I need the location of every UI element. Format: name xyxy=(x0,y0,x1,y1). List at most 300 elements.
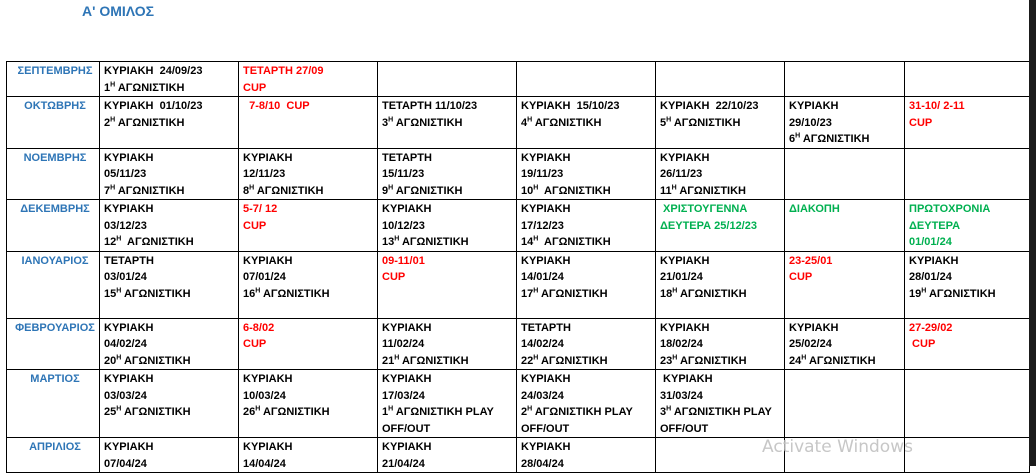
cell-text-rest: ΑΓΩΝΙΣΤΙΚΗ xyxy=(121,287,191,300)
window-edge xyxy=(1029,0,1036,466)
cell-line xyxy=(660,336,784,353)
cell-line xyxy=(909,269,1029,286)
cell-line xyxy=(104,218,238,235)
cell-text: 26/11/23 xyxy=(660,168,703,180)
cell-line xyxy=(243,388,377,405)
schedule-cell xyxy=(656,251,785,318)
cell-line xyxy=(104,404,238,421)
table-row xyxy=(7,318,1030,370)
ordinal-suffix: Η xyxy=(116,286,122,294)
cell-text: CUP xyxy=(382,271,406,283)
cell-line xyxy=(521,218,655,235)
cell-text: 12 xyxy=(104,236,117,248)
cell-line xyxy=(243,166,377,183)
cell-text: 24/03/24 xyxy=(521,389,564,402)
cell-line xyxy=(660,404,784,421)
schedule-cell xyxy=(656,370,785,438)
ordinal-suffix: Η xyxy=(671,183,677,191)
schedule-cell xyxy=(100,97,239,149)
cell-text: OFF/OUT xyxy=(382,422,431,435)
ordinal-suffix: Η xyxy=(388,115,394,123)
cell-text: ΚΥΡΙΑΚΗ xyxy=(243,373,293,385)
cell-text: 09-11/01 xyxy=(382,254,425,267)
cell-line xyxy=(521,234,655,251)
cell-text: 11 xyxy=(660,184,672,197)
ordinal-suffix: Η xyxy=(666,405,672,413)
cell-line xyxy=(521,183,655,200)
ordinal-suffix: Η xyxy=(255,405,261,413)
cell-text: 10 xyxy=(521,184,534,197)
cell-text: ΚΥΡΙΑΚΗ xyxy=(382,373,432,385)
ordinal-suffix: Η xyxy=(249,183,255,191)
cell-text: ΚΥΡΙΑΚΗ xyxy=(909,254,959,267)
cell-text-rest: ΑΓΩΝΙΣΤΙΚΗ xyxy=(393,184,463,197)
cell-line xyxy=(521,336,655,353)
cell-line xyxy=(521,439,655,456)
cell-line xyxy=(382,183,516,200)
month-cell: ΟΚΤΩΒΡΗΣ xyxy=(7,97,100,149)
cell-line xyxy=(382,201,516,218)
cell-text-rest: ΑΓΩΝΙΣΤΙΚΗ xyxy=(538,184,611,197)
schedule-cell xyxy=(785,251,905,318)
cell-line xyxy=(660,320,784,337)
cell-text: 31/03/24 xyxy=(660,389,703,402)
ordinal-suffix: Η xyxy=(921,286,927,294)
cell-line xyxy=(104,115,238,132)
cell-text: ΤΕΤΑΡΤΗ 27/09 xyxy=(243,65,324,77)
cell-line xyxy=(521,269,655,286)
cell-line xyxy=(104,98,238,115)
cell-line xyxy=(521,253,655,270)
schedule-cell xyxy=(785,97,905,149)
cell-line xyxy=(382,166,516,183)
page-title: Α' ΟΜΙΛΟΣ xyxy=(82,3,155,19)
cell-line xyxy=(104,201,238,218)
schedule-cell xyxy=(239,251,378,318)
cell-text: 3 xyxy=(382,116,389,129)
cell-line xyxy=(521,286,655,303)
cell-line xyxy=(521,404,655,421)
cell-text-rest: ΑΓΩΝΙΣΤΙΚΗ xyxy=(538,236,611,248)
cell-line xyxy=(243,80,377,97)
cell-line xyxy=(789,131,904,148)
cell-text: 21 xyxy=(382,354,395,367)
cell-line xyxy=(243,336,377,353)
month-cell: ΑΠΡΙΛΙΟΣ xyxy=(7,438,100,473)
cell-text: OFF/OUT xyxy=(521,422,570,435)
cell-line xyxy=(521,115,655,132)
cell-line xyxy=(521,371,655,388)
cell-text: ΚΥΡΙΑΚΗ xyxy=(789,100,839,112)
schedule-cell xyxy=(656,318,785,370)
ordinal-suffix: Η xyxy=(110,115,116,123)
month-cell: ΣΕΠΤΕΜΒΡΗΣ xyxy=(7,62,100,97)
ordinal-suffix: Η xyxy=(666,115,672,123)
cell-line xyxy=(243,439,377,456)
cell-text-rest: ΑΓΩΝΙΣΤΙΚΗ xyxy=(926,287,996,300)
cell-text: ΚΥΡΙΑΚΗ xyxy=(243,151,293,164)
cell-text: ΚΥΡΙΑΚΗ xyxy=(104,441,154,453)
cell-line xyxy=(243,63,377,80)
schedule-cell xyxy=(239,200,378,252)
cell-text-rest: ΑΓΩΝΙΣΤΙΚΗ xyxy=(121,354,191,367)
cell-text: 01/01/24 xyxy=(909,236,952,248)
cell-line xyxy=(660,115,784,132)
cell-text: 15/11/23 xyxy=(382,168,425,180)
cell-line xyxy=(104,353,238,370)
schedule-cell xyxy=(517,318,656,370)
schedule-cell xyxy=(239,62,378,97)
cell-text: 18/02/24 xyxy=(660,338,703,350)
cell-text: 4 xyxy=(521,116,528,129)
ordinal-suffix: Η xyxy=(672,353,678,361)
cell-text: 23-25/01 xyxy=(789,254,833,267)
cell-text-rest: ΑΓΩΝΙΣΤΙΚΗ xyxy=(677,354,747,367)
cell-line xyxy=(789,201,904,218)
cell-line xyxy=(660,166,784,183)
schedule-cell xyxy=(239,148,378,200)
cell-line xyxy=(382,269,516,286)
cell-text: 14/01/24 xyxy=(521,271,564,283)
cell-text: CUP xyxy=(909,116,933,129)
cell-text: ΚΥΡΙΑΚΗ xyxy=(789,321,839,334)
cell-line xyxy=(521,421,655,438)
cell-text-rest: ΑΓΩΝΙΣΤΙΚΗ xyxy=(806,354,876,367)
schedule-cell xyxy=(656,62,785,97)
cell-text: ΠΡΩΤΟΧΡΟΝΙΑ xyxy=(909,203,991,215)
cell-line xyxy=(243,269,377,286)
cell-line xyxy=(521,98,655,115)
cell-text-rest: ΑΓΩΝΙΣΤΙΚΗ xyxy=(676,184,746,197)
schedule-cell xyxy=(656,97,785,149)
cell-text: 04/02/24 xyxy=(104,338,147,350)
cell-line xyxy=(382,115,516,132)
schedule-cell xyxy=(656,200,785,252)
cell-line xyxy=(660,253,784,270)
cell-text: 21/04/24 xyxy=(382,457,425,470)
cell-text: 07/04/24 xyxy=(104,457,147,470)
cell-text-rest: ΑΓΩΝΙΣΤΙΚΗ xyxy=(399,236,469,248)
schedule-cell xyxy=(378,200,517,252)
cell-line xyxy=(104,371,238,388)
cell-text: 27-29/02 xyxy=(909,321,953,334)
schedule-cell xyxy=(905,62,1030,97)
cell-text: ΤΕΤΑΡΤΗ xyxy=(521,321,571,334)
cell-text: 21/01/24 xyxy=(660,271,703,283)
cell-line xyxy=(660,286,784,303)
cell-text: 24 xyxy=(789,354,802,367)
cell-text: ΔΙΑΚΟΠΗ xyxy=(789,203,840,215)
cell-line xyxy=(382,98,516,115)
cell-text-rest: ΑΓΩΝΙΣΤΙΚΗ xyxy=(121,406,191,418)
cell-line xyxy=(243,404,377,421)
cell-text: ΚΥΡΙΑΚΗ xyxy=(660,321,710,334)
ordinal-suffix: Η xyxy=(527,405,533,413)
cell-text: 19/11/23 xyxy=(521,168,564,180)
cell-text: 10/12/23 xyxy=(382,219,425,232)
ordinal-suffix: Η xyxy=(394,235,400,243)
cell-text-rest: ΑΓΩΝΙΣΤΙΚΗ xyxy=(671,116,741,129)
cell-text: 17/12/23 xyxy=(521,219,564,232)
ordinal-suffix: Η xyxy=(116,235,122,243)
schedule-cell xyxy=(785,148,905,200)
cell-text-rest: ΑΓΩΝΙΣΤΙΚΗ PLAY xyxy=(532,406,633,418)
cell-line xyxy=(382,218,516,235)
cell-text-rest: ΑΓΩΝΙΣΤΙΚΗ xyxy=(260,406,330,418)
ordinal-suffix: Η xyxy=(116,353,122,361)
cell-text: ΚΥΡΙΑΚΗ xyxy=(382,441,432,453)
cell-line xyxy=(243,253,377,270)
schedule-cell xyxy=(100,200,239,252)
schedule-cell xyxy=(378,370,517,438)
table-row xyxy=(7,200,1030,252)
cell-line xyxy=(909,98,1029,115)
schedule-cell xyxy=(905,318,1030,370)
schedule-cell xyxy=(785,370,905,438)
cell-line xyxy=(243,201,377,218)
cell-line xyxy=(660,388,784,405)
table-row xyxy=(7,62,1030,97)
table-row xyxy=(7,251,1030,318)
schedule-cell xyxy=(239,370,378,438)
schedule-cell xyxy=(656,148,785,200)
cell-text: ΚΥΡΙΑΚΗ 22/10/23 xyxy=(660,100,759,112)
cell-text: 2 xyxy=(521,406,528,418)
cell-text: ΔΕΥΤΕΡΑ 25/12/23 xyxy=(660,219,757,232)
ordinal-suffix: Η xyxy=(394,353,400,361)
cell-line xyxy=(660,421,784,438)
cell-text: 25/02/24 xyxy=(789,338,832,350)
cell-text: 13 xyxy=(382,236,395,248)
schedule-cell xyxy=(517,62,656,97)
schedule-cell xyxy=(905,370,1030,438)
cell-line xyxy=(521,166,655,183)
cell-text: ΚΥΡΙΑΚΗ xyxy=(104,151,154,164)
cell-text: 1 xyxy=(382,406,389,418)
cell-text-rest: ΑΓΩΝΙΣΤΙΚΗ xyxy=(538,354,608,367)
cell-text: 1 xyxy=(104,81,111,94)
ordinal-suffix: Η xyxy=(533,183,539,191)
schedule-cell xyxy=(239,318,378,370)
cell-text: 22 xyxy=(521,354,534,367)
month-cell: ΝΟΕΜΒΡΗΣ xyxy=(7,148,100,200)
cell-line xyxy=(909,336,1029,353)
cell-text-rest: ΑΓΩΝΙΣΤΙΚΗ xyxy=(532,116,602,129)
cell-text: 31-10/ 2-11 xyxy=(909,100,965,112)
cell-text-rest: ΑΓΩΝΙΣΤΙΚΗ xyxy=(115,116,185,129)
cell-text-rest: ΑΓΩΝΙΣΤΙΚΗ xyxy=(800,133,870,145)
schedule-cell xyxy=(378,62,517,97)
cell-line xyxy=(243,183,377,200)
cell-line xyxy=(789,253,904,270)
cell-text: 19 xyxy=(909,287,922,300)
cell-text: ΚΥΡΙΑΚΗ xyxy=(660,151,710,164)
schedule-cell xyxy=(905,251,1030,318)
table-row xyxy=(7,370,1030,438)
cell-line xyxy=(243,150,377,167)
cell-line xyxy=(382,320,516,337)
cell-line xyxy=(104,336,238,353)
cell-text: 15 xyxy=(104,287,117,300)
month-cell: ΜΑΡΤΙΟΣ xyxy=(7,370,100,438)
cell-text: ΚΥΡΙΑΚΗ xyxy=(104,373,154,385)
cell-text: 2 xyxy=(104,116,111,129)
cell-line xyxy=(909,218,1029,235)
schedule-cell xyxy=(905,200,1030,252)
cell-line xyxy=(104,320,238,337)
cell-text: 23 xyxy=(660,354,673,367)
cell-line xyxy=(382,371,516,388)
cell-line xyxy=(789,98,904,115)
cell-line xyxy=(104,269,238,286)
schedule-cell xyxy=(517,251,656,318)
cell-text: 28/01/24 xyxy=(909,271,952,283)
cell-text-rest: ΑΓΩΝΙΣΤΙΚΗ xyxy=(393,116,463,129)
schedule-cell xyxy=(100,370,239,438)
cell-text: ΚΥΡΙΑΚΗ xyxy=(521,254,571,267)
cell-text: ΔΕΥΤΕΡΑ xyxy=(909,219,961,232)
ordinal-suffix: Η xyxy=(533,286,539,294)
cell-line xyxy=(660,353,784,370)
cell-text: CUP xyxy=(909,338,936,350)
cell-line xyxy=(104,166,238,183)
cell-text: ΚΥΡΙΑΚΗ xyxy=(243,254,293,267)
cell-line xyxy=(521,388,655,405)
cell-text: 5 xyxy=(660,116,667,129)
table-row xyxy=(7,148,1030,200)
cell-line xyxy=(909,286,1029,303)
cell-text: 6 xyxy=(789,133,796,145)
month-cell: ΔΕΚΕΜΒΡΗΣ xyxy=(7,200,100,252)
schedule-cell xyxy=(100,251,239,318)
cell-text: ΧΡΙΣΤΟΥΓΕΝΝΑ xyxy=(660,203,748,215)
cell-line xyxy=(521,150,655,167)
schedule-cell xyxy=(378,97,517,149)
schedule-cell xyxy=(100,318,239,370)
month-cell: ΙΑΝΟΥΑΡΙΟΣ xyxy=(7,251,100,318)
cell-text: 03/03/24 xyxy=(104,389,147,402)
cell-line xyxy=(789,353,904,370)
cell-line xyxy=(382,388,516,405)
ordinal-suffix: Η xyxy=(388,405,394,413)
cell-text: 7 xyxy=(104,184,111,197)
cell-text: 20 xyxy=(104,354,117,367)
cell-line xyxy=(909,234,1029,251)
cell-line xyxy=(909,201,1029,218)
cell-line xyxy=(104,150,238,167)
cell-line xyxy=(243,371,377,388)
cell-text-rest: ΑΓΩΝΙΣΤΙΚΗ xyxy=(121,236,194,248)
cell-line xyxy=(521,320,655,337)
cell-text: 9 xyxy=(382,184,389,197)
cell-text: 16 xyxy=(243,287,256,300)
cell-line xyxy=(789,269,904,286)
cell-line xyxy=(660,269,784,286)
schedule-cell xyxy=(100,438,239,473)
cell-line xyxy=(521,353,655,370)
schedule-cell xyxy=(239,438,378,473)
cell-text: ΚΥΡΙΑΚΗ 15/10/23 xyxy=(521,100,620,112)
cell-text-rest: ΑΓΩΝΙΣΤΙΚΗ xyxy=(260,287,330,300)
schedule-cell xyxy=(905,438,1030,473)
cell-text: 26 xyxy=(243,406,256,418)
ordinal-suffix: Η xyxy=(801,353,807,361)
ordinal-suffix: Η xyxy=(110,80,116,88)
cell-text: 10/03/24 xyxy=(243,389,286,402)
cell-line xyxy=(243,98,377,115)
cell-text-rest: ΑΓΩΝΙΣΤΙΚΗ PLAY xyxy=(671,406,772,418)
cell-line xyxy=(243,320,377,337)
activate-windows-watermark: Activate Windows xyxy=(762,437,913,457)
schedule-cell xyxy=(100,62,239,97)
cell-text: 14/04/24 xyxy=(243,457,286,470)
cell-text: 18 xyxy=(660,287,673,300)
cell-text: 11/02/24 xyxy=(382,338,425,350)
cell-line xyxy=(104,63,238,80)
cell-line xyxy=(382,253,516,270)
cell-line xyxy=(660,371,784,388)
cell-text: ΚΥΡΙΑΚΗ xyxy=(521,373,571,385)
cell-text: ΚΥΡΙΑΚΗ xyxy=(382,203,432,215)
schedule-cell xyxy=(378,148,517,200)
cell-text: 14/02/24 xyxy=(521,338,564,350)
cell-text-rest: ΑΓΩΝΙΣΤΙΚΗ PLAY xyxy=(393,406,494,418)
ordinal-suffix: Η xyxy=(795,132,801,140)
cell-line xyxy=(521,201,655,218)
cell-text: OFF/OUT xyxy=(660,422,709,435)
cell-text: ΚΥΡΙΑΚΗ 24/09/23 xyxy=(104,65,203,77)
cell-text: ΚΥΡΙΑΚΗ 01/10/23 xyxy=(104,100,203,112)
cell-line xyxy=(104,439,238,456)
schedule-cell xyxy=(785,62,905,97)
cell-text: 7-8/10 CUP xyxy=(243,100,310,112)
schedule-cell xyxy=(517,97,656,149)
ordinal-suffix: Η xyxy=(255,286,261,294)
ordinal-suffix: Η xyxy=(672,286,678,294)
cell-line xyxy=(660,183,784,200)
cell-text: 03/01/24 xyxy=(104,271,147,283)
cell-line xyxy=(104,183,238,200)
cell-text-rest: ΑΓΩΝΙΣΤΙΚΗ xyxy=(254,184,324,197)
cell-line xyxy=(660,98,784,115)
schedule-table xyxy=(6,61,1030,473)
cell-text-rest: ΑΓΩΝΙΣΤΙΚΗ xyxy=(538,287,608,300)
cell-line xyxy=(382,336,516,353)
cell-text: ΤΕΤΑΡΤΗ xyxy=(104,254,154,267)
table-row xyxy=(7,97,1030,149)
cell-text: ΚΥΡΙΑΚΗ xyxy=(521,441,571,453)
cell-line xyxy=(909,115,1029,132)
schedule-cell xyxy=(905,97,1030,149)
cell-text: ΚΥΡΙΑΚΗ xyxy=(104,321,154,334)
cell-line xyxy=(243,218,377,235)
cell-text: 05/11/23 xyxy=(104,168,147,180)
ordinal-suffix: Η xyxy=(533,235,539,243)
cell-line xyxy=(104,80,238,97)
cell-line xyxy=(660,150,784,167)
ordinal-suffix: Η xyxy=(388,183,394,191)
cell-text-rest: ΑΓΩΝΙΣΤΙΚΗ xyxy=(115,184,185,197)
cell-text: CUP xyxy=(243,219,267,232)
cell-text: 07/01/24 xyxy=(243,271,286,283)
cell-text: 17 xyxy=(521,287,534,300)
cell-text: ΚΥΡΙΑΚΗ xyxy=(521,151,571,164)
cell-line xyxy=(382,456,516,473)
cell-text-rest: ΑΓΩΝΙΣΤΙΚΗ xyxy=(115,81,185,94)
cell-text: ΚΥΡΙΑΚΗ xyxy=(660,254,710,267)
cell-text: 8 xyxy=(243,184,250,197)
cell-text: ΚΥΡΙΑΚΗ xyxy=(660,373,713,385)
